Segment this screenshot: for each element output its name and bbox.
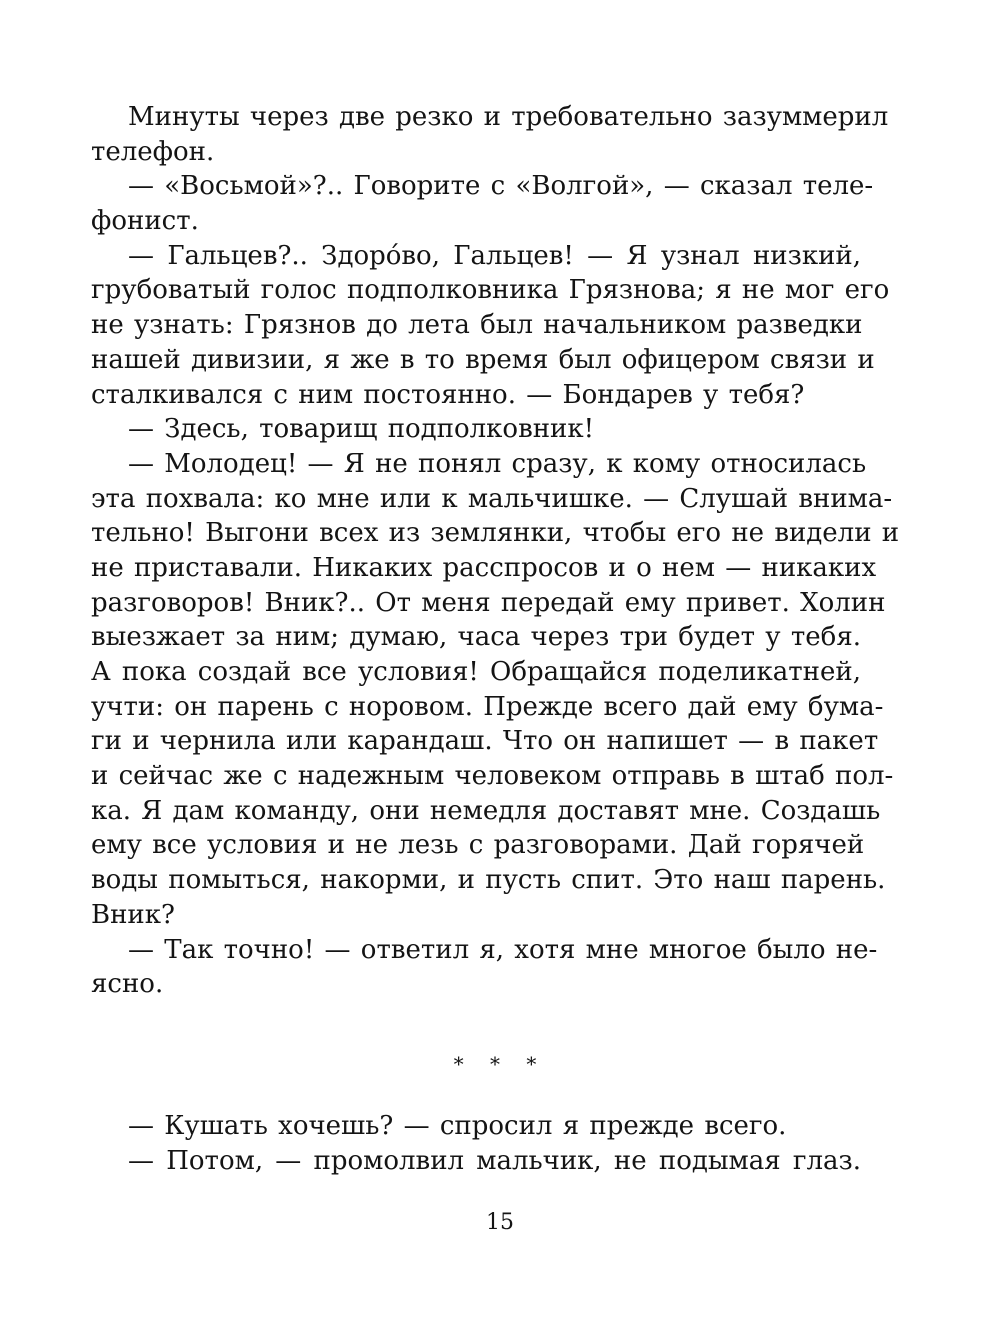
- section-separator: * * *: [453, 1052, 547, 1076]
- text-line: нашей дивизии, я же в то время был офицером связи и: [91, 344, 875, 375]
- text-line: — Молодец! — Я не понял сразу, к кому относилась: [128, 448, 867, 479]
- text-line: учти: он парень с норовом. Прежде всего дай ему бума-: [91, 691, 884, 722]
- page-number: 15: [486, 1210, 514, 1235]
- text-line: — Здесь, товарищ подполковник!: [128, 414, 595, 445]
- text-line: и сейчас же с надежным человеком отправь в штаб пол-: [91, 761, 894, 792]
- text-line: Минуты через две резко и требовательно зазуммерил: [128, 102, 889, 132]
- text-line: телефон.: [91, 136, 215, 167]
- text-line: ги и чернила или карандаш. Что он напишет — в пакет: [91, 726, 879, 757]
- text-line: сталкивался с ним постоянно. — Бондарев у тебя?: [91, 379, 805, 410]
- main-text-continued: [91, 1109, 861, 1178]
- text-line: не приставали. Никаких расспросов и о нем — никаких: [91, 552, 877, 583]
- text-line: фонист.: [91, 206, 199, 237]
- text-line: грубоватый голос подполковника Грязнова; я не мог его: [91, 275, 890, 306]
- text-line: ясно.: [91, 969, 164, 1000]
- text-line: эта похвала: ко мне или к мальчишке. — Слушай внима-: [91, 483, 893, 514]
- text-line: тельно! Выгони всех из землянки, чтобы его не видели и: [91, 518, 900, 549]
- text-line: Вник?: [91, 899, 175, 930]
- text-line: — Потом, — промолвил мальчик, не подымая глаз.: [128, 1145, 861, 1176]
- text-line: — Кушать хочешь? — спросил я прежде всего.: [128, 1111, 787, 1141]
- text-line: А пока создай все условия! Обращайся поделикатней,: [91, 657, 861, 687]
- text-line: — Гальцев?.. Здоро́во, Гальцев! — Я узнал низкий,: [128, 240, 861, 271]
- text-line: выезжает за ним; думаю, часа через три будет у тебя.: [91, 622, 861, 653]
- text-line: — Так точно! — ответил я, хотя мне многое было не-: [128, 934, 878, 965]
- text-line: ка. Я дам команду, они немедля доставят мне. Создашь: [91, 795, 881, 826]
- text-line: воды помыться, накорми, и пусть спит. Это наш парень.: [91, 865, 886, 896]
- text-line: — «Восьмой»?.. Говорите с «Волгой», — сказал теле-: [128, 171, 874, 202]
- main-text: [91, 100, 900, 1002]
- text-line: разговоров! Вник?.. От меня передай ему привет. Холин: [91, 587, 886, 618]
- text-line: ему все условия и не лезь с разговорами. Дай горячей: [91, 830, 865, 861]
- text-line: не узнать: Грязнов до лета был начальником разведки: [91, 310, 863, 341]
